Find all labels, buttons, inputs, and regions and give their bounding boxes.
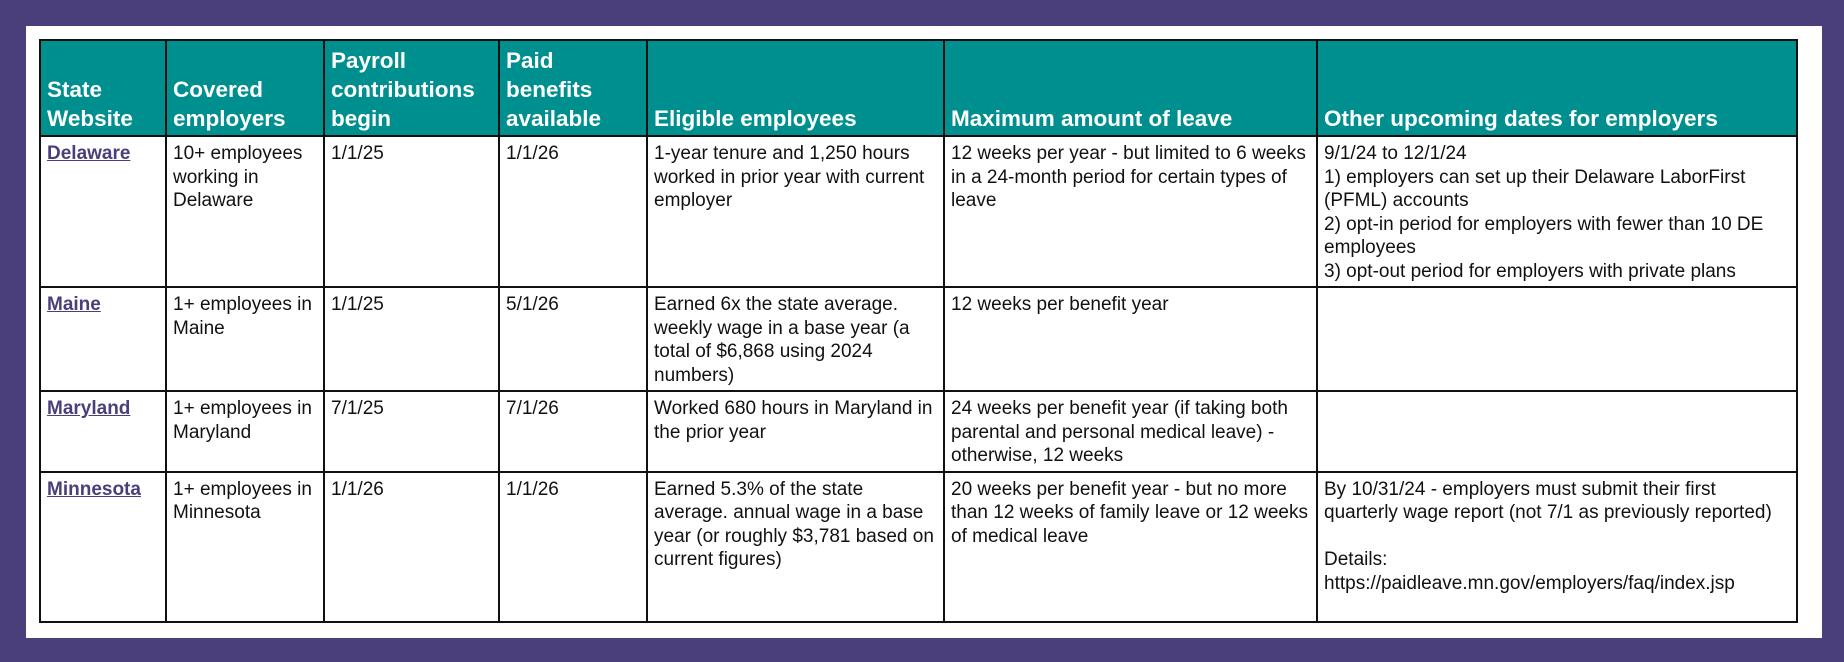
- state-cell: [40, 287, 166, 391]
- contributions-cell: 1/1/26: [324, 472, 499, 622]
- covered-cell: 1+ employees in Maryland: [166, 391, 324, 472]
- other-dates-cell: 9/1/24 to 12/1/24 1) employers can set up their Delaware LaborFirst (PFML) accounts 2) opt-in period for employers with fewer than 10 DE employees 3) opt-out period for employers with private plans: [1317, 136, 1797, 287]
- eligible-cell: Earned 5.3% of the state average. annual wage in a base year (or roughly $3,781 based on current figures): [647, 472, 944, 622]
- header-paid-benefits: Paid benefits available: [499, 40, 647, 136]
- table-row: [40, 391, 1797, 472]
- header-state-website: State Website: [40, 40, 166, 136]
- paid-leave-table: [39, 39, 1798, 623]
- state-cell: [40, 136, 166, 287]
- max-leave-cell: 24 weeks per benefit year (if taking both parental and personal medical leave) - otherwise, 12 weeks: [944, 391, 1317, 472]
- state-cell: [40, 391, 166, 472]
- benefits-cell: 5/1/26: [499, 287, 647, 391]
- header-row: [40, 40, 1797, 136]
- header-maximum-leave: Maximum amount of leave: [944, 40, 1317, 136]
- max-leave-cell: 12 weeks per benefit year: [944, 287, 1317, 391]
- state-link-delaware[interactable]: Delaware: [47, 143, 131, 164]
- contributions-cell: 7/1/25: [324, 391, 499, 472]
- benefits-cell: 1/1/26: [499, 136, 647, 287]
- header-covered-employers: Covered employers: [166, 40, 324, 136]
- header-payroll-contributions: Payroll contributions begin: [324, 40, 499, 136]
- state-cell: [40, 472, 166, 622]
- state-link-maine[interactable]: Maine: [47, 294, 101, 315]
- header-eligible-employees: Eligible employees: [647, 40, 944, 136]
- max-leave-cell: 20 weeks per benefit year - but no more than 12 weeks of family leave or 12 weeks of medical leave: [944, 472, 1317, 622]
- max-leave-cell: 12 weeks per year - but limited to 6 weeks in a 24-month period for certain types of leave: [944, 136, 1317, 287]
- state-link-maryland[interactable]: Maryland: [47, 398, 131, 419]
- eligible-cell: 1-year tenure and 1,250 hours worked in prior year with current employer: [647, 136, 944, 287]
- other-dates-cell: [1317, 391, 1797, 472]
- covered-cell: 1+ employees in Maine: [166, 287, 324, 391]
- table-card: [26, 26, 1822, 638]
- other-dates-cell: [1317, 287, 1797, 391]
- other-dates-cell: By 10/31/24 - employers must submit their first quarterly wage report (not 7/1 as previously reported) Details: https://paidleave.mn.gov/employers/faq/index.jsp: [1317, 472, 1797, 622]
- state-link-minnesota[interactable]: Minnesota: [47, 478, 141, 500]
- table-row: [40, 287, 1797, 391]
- benefits-cell: 1/1/26: [499, 472, 647, 622]
- covered-cell: 10+ employees working in Delaware: [166, 136, 324, 287]
- benefits-cell: 7/1/26: [499, 391, 647, 472]
- covered-cell: 1+ employees in Minnesota: [166, 472, 324, 622]
- table-row: [40, 136, 1797, 287]
- table-row: [40, 472, 1797, 622]
- contributions-cell: 1/1/25: [324, 287, 499, 391]
- eligible-cell: Earned 6x the state average. weekly wage in a base year (a total of $6,868 using 2024 numbers): [647, 287, 944, 391]
- header-upcoming-dates: Other upcoming dates for employers: [1317, 40, 1797, 136]
- eligible-cell: Worked 680 hours in Maryland in the prior year: [647, 391, 944, 472]
- contributions-cell: 1/1/25: [324, 136, 499, 287]
